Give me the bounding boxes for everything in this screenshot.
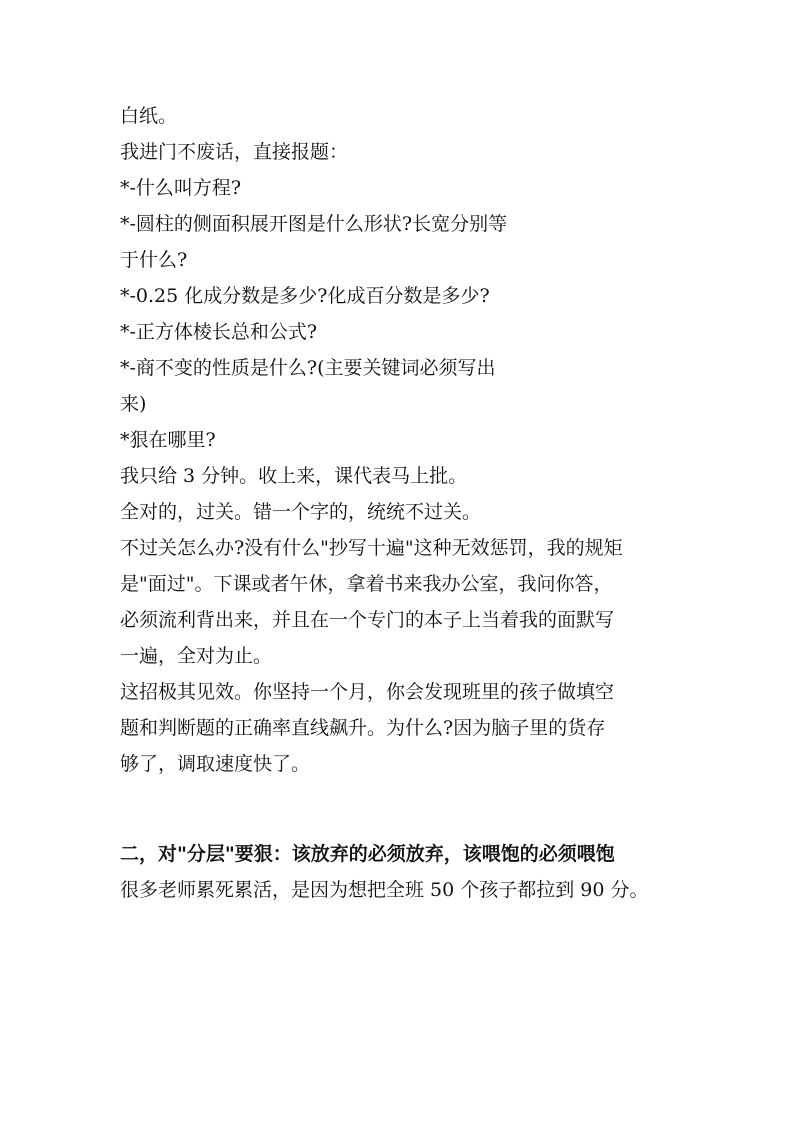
paragraph-line: 题和判断题的正确率直线飙升。为什么?因为脑子里的货存 [120, 717, 606, 739]
document-page [120, 98, 680, 908]
question-item: *-什么叫方程? [120, 177, 242, 199]
question-item: *-圆柱的侧面积展开图是什么形状?长宽分别等 [120, 213, 508, 235]
question-item: *-0.25 化成分数是多少?化成百分数是多少? [120, 285, 490, 307]
paragraph-line: 一遍，全对为止。 [120, 645, 273, 667]
paragraph-line: 这招极其见效。你坚持一个月，你会发现班里的孩子做填空 [120, 681, 615, 703]
paragraph-line: 是"面过"。下课或者午休，拿着书来我办公室，我问你答， [120, 573, 613, 595]
paragraph-line: 我进门不废话，直接报题： [120, 141, 349, 163]
question-item: *-正方体棱长总和公式? [120, 321, 318, 343]
paragraph-line: 全对的，过关。错一个字的，统统不过关。 [120, 501, 482, 523]
question-item-continued: 来) [120, 393, 147, 415]
question-item-continued: 于什么? [120, 249, 188, 271]
question-item: *-商不变的性质是什么?(主要关键词必须写出 [120, 357, 496, 379]
paragraph-line: *狠在哪里? [120, 429, 216, 451]
section-heading: 二，对"分层"要狠：该放弃的必须放弃，该喂饱的必须喂饱 [120, 843, 615, 865]
paragraph-line: 必须流利背出来，并且在一个专门的本子上当着我的面默写 [120, 609, 615, 631]
paragraph-line: 我只给 3 分钟。收上来，课代表马上批。 [120, 465, 468, 487]
section-spacer [120, 782, 680, 836]
paragraph-line: 白纸。 [120, 105, 178, 127]
paragraph-line: 不过关怎么办?没有什么"抄写十遍"这种无效惩罚，我的规矩 [120, 537, 623, 559]
paragraph-line: 很多老师累死累活，是因为想把全班 50 个孩子都拉到 90 分。 [120, 879, 649, 901]
paragraph-line: 够了，调取速度快了。 [120, 753, 311, 775]
